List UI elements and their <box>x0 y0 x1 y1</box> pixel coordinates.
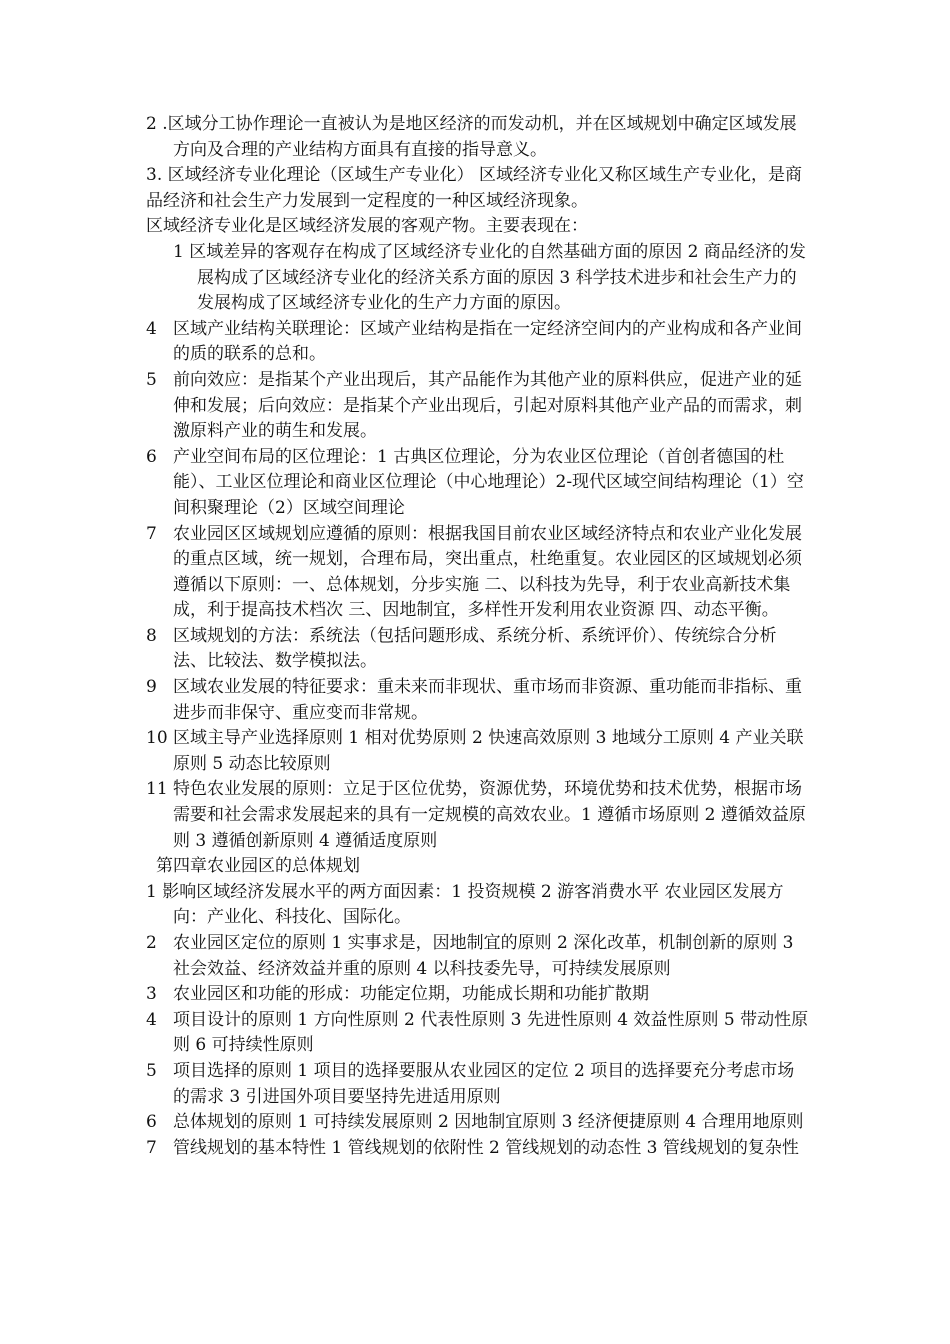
list-item <box>146 1059 810 1110</box>
item-number: 6 <box>146 1112 157 1133</box>
item-text: 区域规划的方法：系统法（包括问题形成、系统分析、系统评价）、传统综合分析法、比较法、数学模拟法。 <box>173 625 777 672</box>
item-text: 前向效应：是指某个产业出现后，其产品能作为其他产业的原料供应，促进产业的延伸和发展；后向效应：是指某个产业出现后，引起对原料其他产业产品的而需求，刺激原料产业的萌生和发展。 <box>173 369 802 442</box>
list-item <box>146 445 810 522</box>
paragraph-regional-division: 2 .区域分工协作理论一直被认为是地区经济的而发动机，并在区域规划中确定区域发展方向及合理的产业结构方面具有直接的指导意义。 <box>146 114 797 160</box>
document-body <box>146 112 810 1161</box>
item-text: 管线规划的基本特性 1 管线规划的依附性 2 管线规划的动态性 3 管线规划的复杂性 <box>173 1137 799 1158</box>
list-item <box>146 368 810 445</box>
item-number: 5 <box>146 1060 157 1081</box>
paragraph-development-factors: 1 影响区域经济发展水平的两方面因素：1 投资规模 2 游客消费水平 农业园区发展方向：产业化、科技化、国际化。 <box>146 881 784 928</box>
item-text: 农业园区区域规划应遵循的原则：根据我国目前农业区域经济特点和农业产业化发展的重点区域，统一规划，合理布局，突出重点，杜绝重复。农业园区的区域规划必须遵循以下原则：一、总体规划，分步实施 二、以科技为先导，利于农业高新技术集成，利于提高技术档次 三、因地制宜，多样性开发利用农业资源 四、动态平衡。 <box>173 523 802 621</box>
list-item <box>146 777 810 854</box>
item-number: 4 <box>146 318 157 339</box>
list-item <box>146 675 810 726</box>
item-number: 3 <box>146 984 157 1005</box>
paragraph-specialization-reasons: 1 区域差异的客观存在构成了区域经济专业化的自然基础方面的原因 2 商品经济的发展构成了区域经济专业化的经济关系方面的原因 3 科学技术进步和社会生产力的发展构成了区域经济专业化的生产力方面的原因。 <box>173 241 806 314</box>
item-text: 项目选择的原则 1 项目的选择要服从农业园区的定位 2 项目的选择要充分考虑市场的需求 3 引进国外项目要坚持先进适用原则 <box>173 1060 795 1107</box>
chapter-heading: 第四章农业园区的总体规划 <box>156 856 360 877</box>
item-text: 总体规划的原则 1 可持续发展原则 2 因地制宜原则 3 经济便捷原则 4 合理用地原则 <box>173 1112 804 1133</box>
item-text: 区域农业发展的特征要求：重未来而非现状、重市场而非资源、重功能而非指标、重进步而非保守、重应变而非常规。 <box>173 677 802 723</box>
item-number: 7 <box>146 523 157 544</box>
list-item <box>146 1136 810 1162</box>
item-text: 农业园区和功能的形成：功能定位期，功能成长期和功能扩散期 <box>173 984 649 1005</box>
item-number: 10 <box>146 728 168 749</box>
list-item <box>146 624 810 675</box>
item-number: 2 <box>146 933 157 953</box>
item-text: 农业园区定位的原则 1 实事求是，因地制宜的原则 2 深化改革，机制创新的原则 3 社会效益、经济效益并重的原则 4 以科技委先导，可持续发展原则 <box>173 933 794 979</box>
list-item <box>146 317 810 368</box>
list-item <box>146 1008 810 1059</box>
list-item <box>146 1110 810 1136</box>
item-text: 区域产业结构关联理论：区域产业结构是指在一定经济空间内的产业构成和各产业间的质的联系的总和。 <box>173 318 802 365</box>
item-number: 9 <box>146 677 157 698</box>
item-text: 区域主导产业选择原则 1 相对优势原则 2 快速高效原则 3 地域分工原则 4 产业关联原则 5 动态比较原则 <box>173 728 804 774</box>
list-item <box>146 931 810 982</box>
item-text: 产业空间布局的区位理论：1 古典区位理论，分为农业区位理论（首创者德国的杜能）、工业区位理论和商业区位理论（中心地理论）2-现代区域空间结构理论（1）空间积聚理论（2）区域空间理论 <box>173 446 804 518</box>
list-item <box>146 522 810 624</box>
item-text: 项目设计的原则 1 方向性原则 2 代表性原则 3 先进性原则 4 效益性原则 5 带动性原则 6 可持续性原则 <box>173 1009 809 1056</box>
list-item <box>146 982 810 1008</box>
item-number: 5 <box>146 369 157 390</box>
item-number: 4 <box>146 1009 157 1030</box>
item-text: 特色农业发展的原则：立足于区位优势，资源优势，环境优势和技术优势，根据市场需要和社会需求发展起来的具有一定规模的高效农业。1 遵循市场原则 2 遵循效益原则 3 遵循创新原则 4 遵循适度原则 <box>173 779 806 851</box>
item-number: 8 <box>146 625 157 646</box>
paragraph-specialization-intro: 区域经济专业化是区域经济发展的客观产物。主要表现在： <box>146 216 588 237</box>
item-number: 6 <box>146 446 157 467</box>
item-number: 7 <box>146 1137 157 1158</box>
item-number: 11 <box>146 779 168 800</box>
paragraph-specialization-theory: 3. 区域经济专业化理论（区域生产专业化） 区域经济专业化又称区域生产专业化，是商品经济和社会生产力发展到一定程度的一种区域经济现象。 <box>146 165 803 211</box>
list-item <box>146 726 810 777</box>
